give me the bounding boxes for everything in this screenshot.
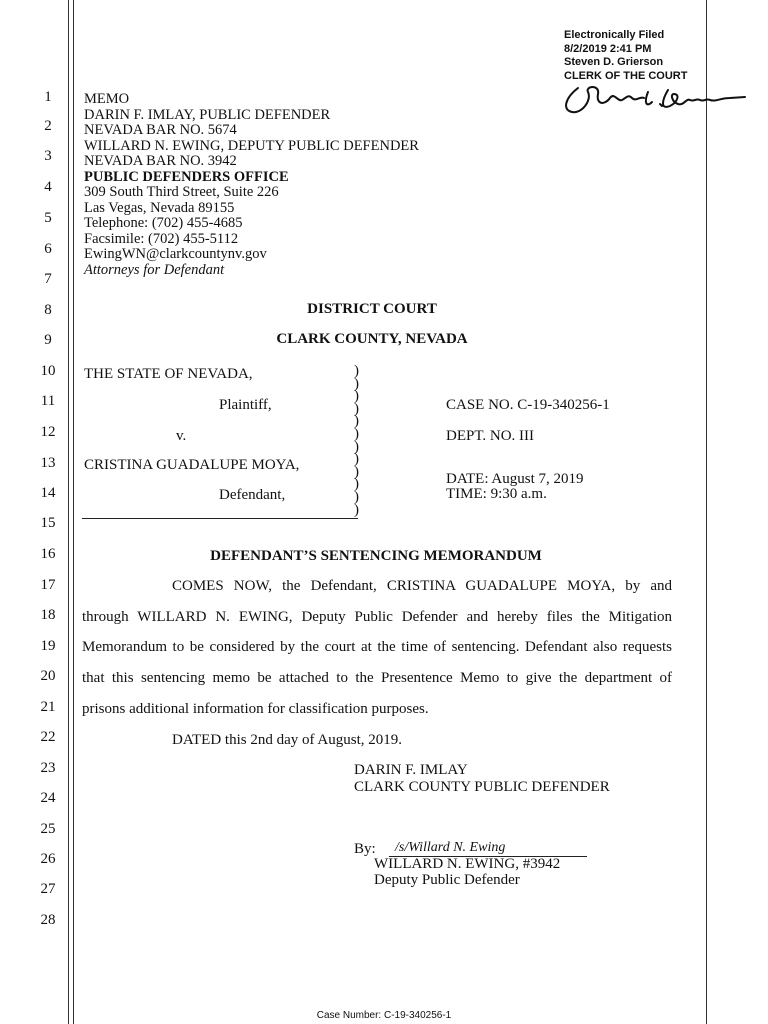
attorney-header [84,92,419,278]
body-line: COMES NOW, the Defendant, CRISTINA GUADALUPE MOYA, by and [172,578,672,594]
plaintiff-label: Plaintiff, [219,397,272,413]
filing-stamp-clerk: Steven D. Grierson [564,56,664,68]
line-number: 14 [40,485,56,501]
line-number: 26 [40,851,56,867]
line-number: 10 [40,363,56,379]
plaintiff-name: THE STATE OF NEVADA, [84,366,253,382]
margin-line-right [706,0,707,1024]
clerk-signature [560,80,750,120]
attorney-name: WILLARD N. EWING, DEPUTY PUBLIC DEFENDER [84,137,419,154]
by-label: By: [354,841,376,857]
defendant-label: Defendant, [219,487,286,503]
court-name: DISTRICT COURT [307,301,437,317]
dated-line: DATED this 2nd day of August, 2019. [172,732,402,748]
line-number: 13 [40,455,56,471]
caption-underline [82,518,358,519]
attorney-name: DARIN F. IMLAY, PUBLIC DEFENDER [84,106,331,123]
email: EwingWN@clarkcountynv.gov [84,246,267,262]
body-line: through WILLARD N. EWING, Deputy Public Defender and hereby files the Mitigation [82,609,672,625]
line-number: 3 [44,148,52,164]
signer-title: Deputy Public Defender [374,872,520,888]
line-number: 11 [40,393,56,409]
office-name: PUBLIC DEFENDERS OFFICE [84,168,289,185]
body-line: Memorandum to be considered by the court at the time of sentencing. Defendant also requests [82,639,672,655]
electronic-signature: /s/Willard N. Ewing [389,840,587,857]
line-number: 9 [44,332,52,348]
line-number: 27 [40,881,56,897]
attorney-role: Attorneys for Defendant [84,261,225,278]
address-line: Las Vegas, Nevada 89155 [84,199,235,216]
caption-parentheses: ) ) ) ) ) ) ) ) ) ) ) ) [354,363,359,518]
line-number: 22 [40,729,56,745]
line-number: 12 [40,424,56,440]
document-title: DEFENDANT’S SENTENCING MEMORANDUM [210,548,542,564]
body-line: that this sentencing memo be attached to the Presentence Memo to give the department of [82,670,672,686]
line-number: 2 [44,118,52,134]
line-number: 7 [44,271,52,287]
department-number: DEPT. NO. III [446,428,535,444]
line-number: 25 [40,821,56,837]
line-number: 17 [40,577,56,593]
line-number: 19 [40,638,56,654]
facsimile: Facsimile: (702) 455-5112 [84,230,239,247]
hearing-time: TIME: 9:30 a.m. [446,486,547,502]
case-number: CASE NO. C-19-340256-1 [446,397,610,413]
filing-stamp-date: 8/2/2019 2:41 PM [564,42,652,55]
line-number: 28 [40,912,56,928]
filing-stamp-title: CLERK OF THE COURT [564,69,688,82]
document-type: MEMO [84,91,130,107]
filing-stamp [564,29,687,83]
line-number: 16 [40,546,56,562]
margin-line-left-inner [73,0,74,1024]
hearing-info [446,472,584,502]
line-number: 6 [44,241,52,257]
signature-office: CLARK COUNTY PUBLIC DEFENDER [354,779,610,795]
line-number: 18 [40,607,56,623]
body-line: prisons additional information for classification purposes. [82,701,429,717]
bar-number: NEVADA BAR NO. 5674 [84,122,237,138]
defendant-name: CRISTINA GUADALUPE MOYA, [84,457,300,473]
bar-number: NEVADA BAR NO. 3942 [84,153,237,169]
versus: v. [176,428,187,444]
line-number: 15 [40,515,56,531]
line-number: 24 [40,790,56,806]
court-county: CLARK COUNTY, NEVADA [276,331,468,347]
signature-name: DARIN F. IMLAY [354,762,468,778]
filing-stamp-line: Electronically Filed [564,29,665,41]
address-line: 309 South Third Street, Suite 226 [84,184,279,200]
line-number: 5 [44,210,52,226]
line-number: 4 [44,179,52,195]
margin-line-left-outer [68,0,69,1024]
line-number: 20 [40,668,56,684]
line-number: 8 [44,302,52,318]
hearing-date: DATE: August 7, 2019 [446,471,584,487]
line-number: 21 [40,699,56,715]
signer-name: WILLARD N. EWING, #3942 [374,856,561,872]
line-number: 23 [40,760,56,776]
telephone: Telephone: (702) 455-4685 [84,215,243,231]
line-number: 1 [44,89,52,105]
footer-case-number: Case Number: C-19-340256-1 [316,1010,452,1021]
